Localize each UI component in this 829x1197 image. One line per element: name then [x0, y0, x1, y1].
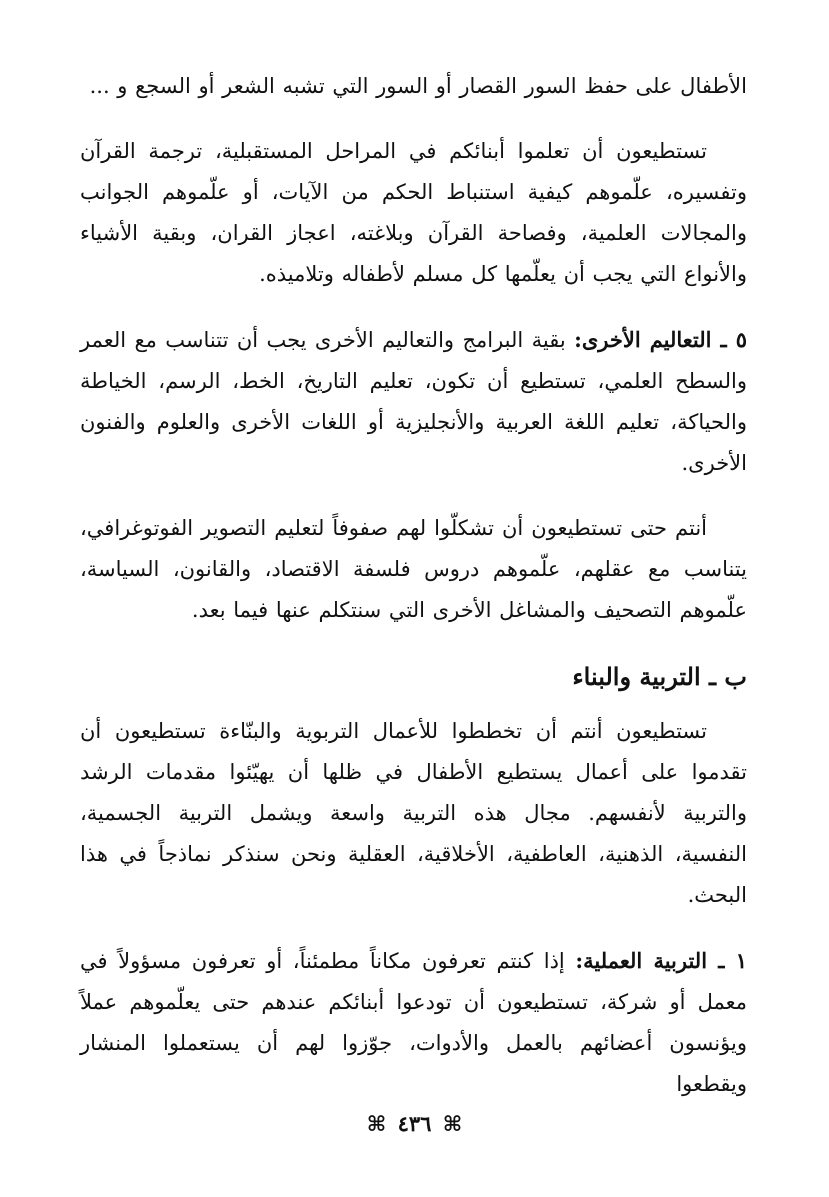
paragraph-5: تستطيعون أنتم أن تخططوا للأعمال التربوية والبنّاءة تستطيعون أن تقدموا على أعمال يستطيع الأطفال في ظلها أن يهيّئوا مقدمات الرشد والتربية لأنفسهم. مجال هذه التربية واسعة ويشمل التربية الجسمية، النفسية، الذهنية، العاطفية، الأخلاقية، العقلية ونحن سنذكر نماذجاً في هذا البحث.	[80, 719, 747, 907]
page-number: ٤٣٦	[397, 1111, 432, 1136]
paragraph-2: تستطيعون أن تعلموا أبنائكم في المراحل المستقبلية، ترجمة القرآن وتفسيره، علّموهم كيفية استنباط الحكم من الآيات، أو علّموهم الجوانب والمجالات العلمية، وفصاحة القرآن وبلاغته، اعجاز القران، وبقية الأشياء والأنواع التي يجب أن يعلّمها كل مسلم لأطفاله وتلاميذه.	[80, 139, 747, 286]
ornament-icon: ⌘	[442, 1111, 463, 1136]
paragraph-3-lead: ٥ ـ التعاليم الأخرى:	[574, 327, 747, 352]
paragraph-3	[80, 319, 747, 484]
ornament-icon: ⌘	[366, 1111, 387, 1136]
page-footer	[0, 1111, 829, 1136]
paragraph-6-lead: ١ ـ التربية العملية:	[575, 948, 747, 973]
paragraph-4: أنتم حتى تستطيعون أن تشكلّوا لهم صفوفاً لتعليم التصوير الفوتوغرافي، يتناسب مع عقلهم، علّموهم دروس فلسفة الاقتصاد، والقانون، السياسة، علّموهم التصحيف والمشاغل الأخرى التي سنتكلم عنها فيما بعد.	[80, 516, 747, 622]
section-heading: ب ـ التربية والبناء	[572, 662, 747, 691]
paragraph-1: الأطفال على حفظ السور القصار أو السور التي تشبه الشعر أو السجع و ...	[89, 74, 747, 98]
paragraph-6	[80, 940, 747, 1105]
paragraph-3-body: بقية البرامج والتعاليم الأخرى يجب أن تتناسب مع العمر والسطح العلمي، تستطيع أن تكون، تعليم التاريخ، الخط، الرسم، الخياطة والحياكة، تعليم اللغة العربية والأنجليزية أو اللغات الأخرى والعلوم والفنون الأخرى.	[80, 328, 747, 475]
paragraph-6-body: إذا كنتم تعرفون مكاناً مطمئناً، أو تعرفون مسؤولاً في معمل أو شركة، تستطيعون أن تودعوا أبنائكم عندهم حتى يعلّموهم عملاً ويؤنسون أعضائهم بالعمل والأدوات، جوّزوا لهم أن يستعملوا المنشار ويقطعوا	[80, 949, 747, 1096]
